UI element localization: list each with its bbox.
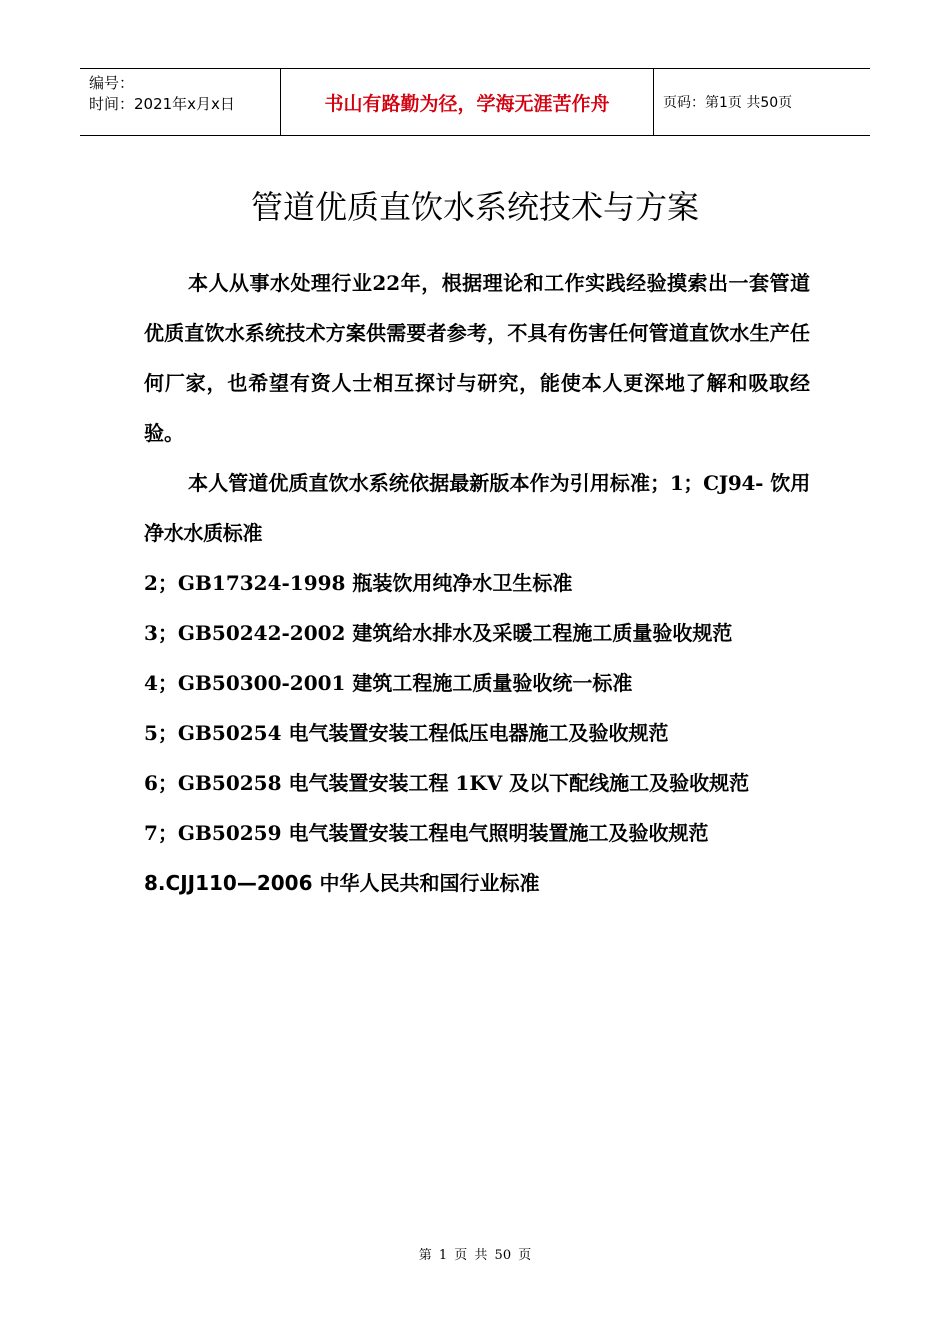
standard-item: 4；GB50300-2001 建筑工程施工质量验收统一标准 — [144, 671, 633, 695]
header-number-label: 编号： — [89, 74, 135, 92]
document-body — [144, 258, 810, 908]
standard-item: 7；GB50259 电气装置安装工程电气照明装置施工及验收规范 — [144, 821, 709, 845]
header-page-info: 页码：第1页 共50页 — [663, 95, 793, 111]
header-meta — [80, 69, 281, 135]
standard-item: 3；GB50242-2002 建筑给水排水及采暖工程施工质量验收规范 — [144, 621, 733, 645]
page-footer: 第 1 页 共 50 页 — [418, 1248, 532, 1263]
page-header — [80, 68, 870, 136]
header-motto: 书山有路勤为径，学海无涯苦作舟 — [281, 69, 654, 135]
document-title: 管道优质直饮水系统技术与方案 — [250, 188, 699, 227]
standard-item: 6；GB50258 电气装置安装工程 1KV 及以下配线施工及验收规范 — [144, 771, 750, 795]
standard-item: 5；GB50254 电气装置安装工程低压电器施工及验收规范 — [144, 721, 669, 745]
intro-paragraph: 本人从事水处理行业22年，根据理论和工作实践经验摸索出一套管道优质直饮水系统技术方案供需要者参考，不具有伤害任何管道直饮水生产任何厂家，也希望有资人士相互探讨与研究，能使本人更深地了解和吸取经验。 — [144, 271, 810, 445]
standards-intro-paragraph: 本人管道优质直饮水系统依据最新版本作为引用标准；1；CJ94- 饮用净水水质标准 — [144, 471, 810, 545]
header-time-label: 时间：2021年x月x日 — [89, 95, 235, 113]
standard-item: 8.CJJ110—2006 中华人民共和国行业标准 — [144, 871, 540, 895]
standard-item: 2；GB17324-1998 瓶装饮用纯净水卫生标准 — [144, 571, 573, 595]
